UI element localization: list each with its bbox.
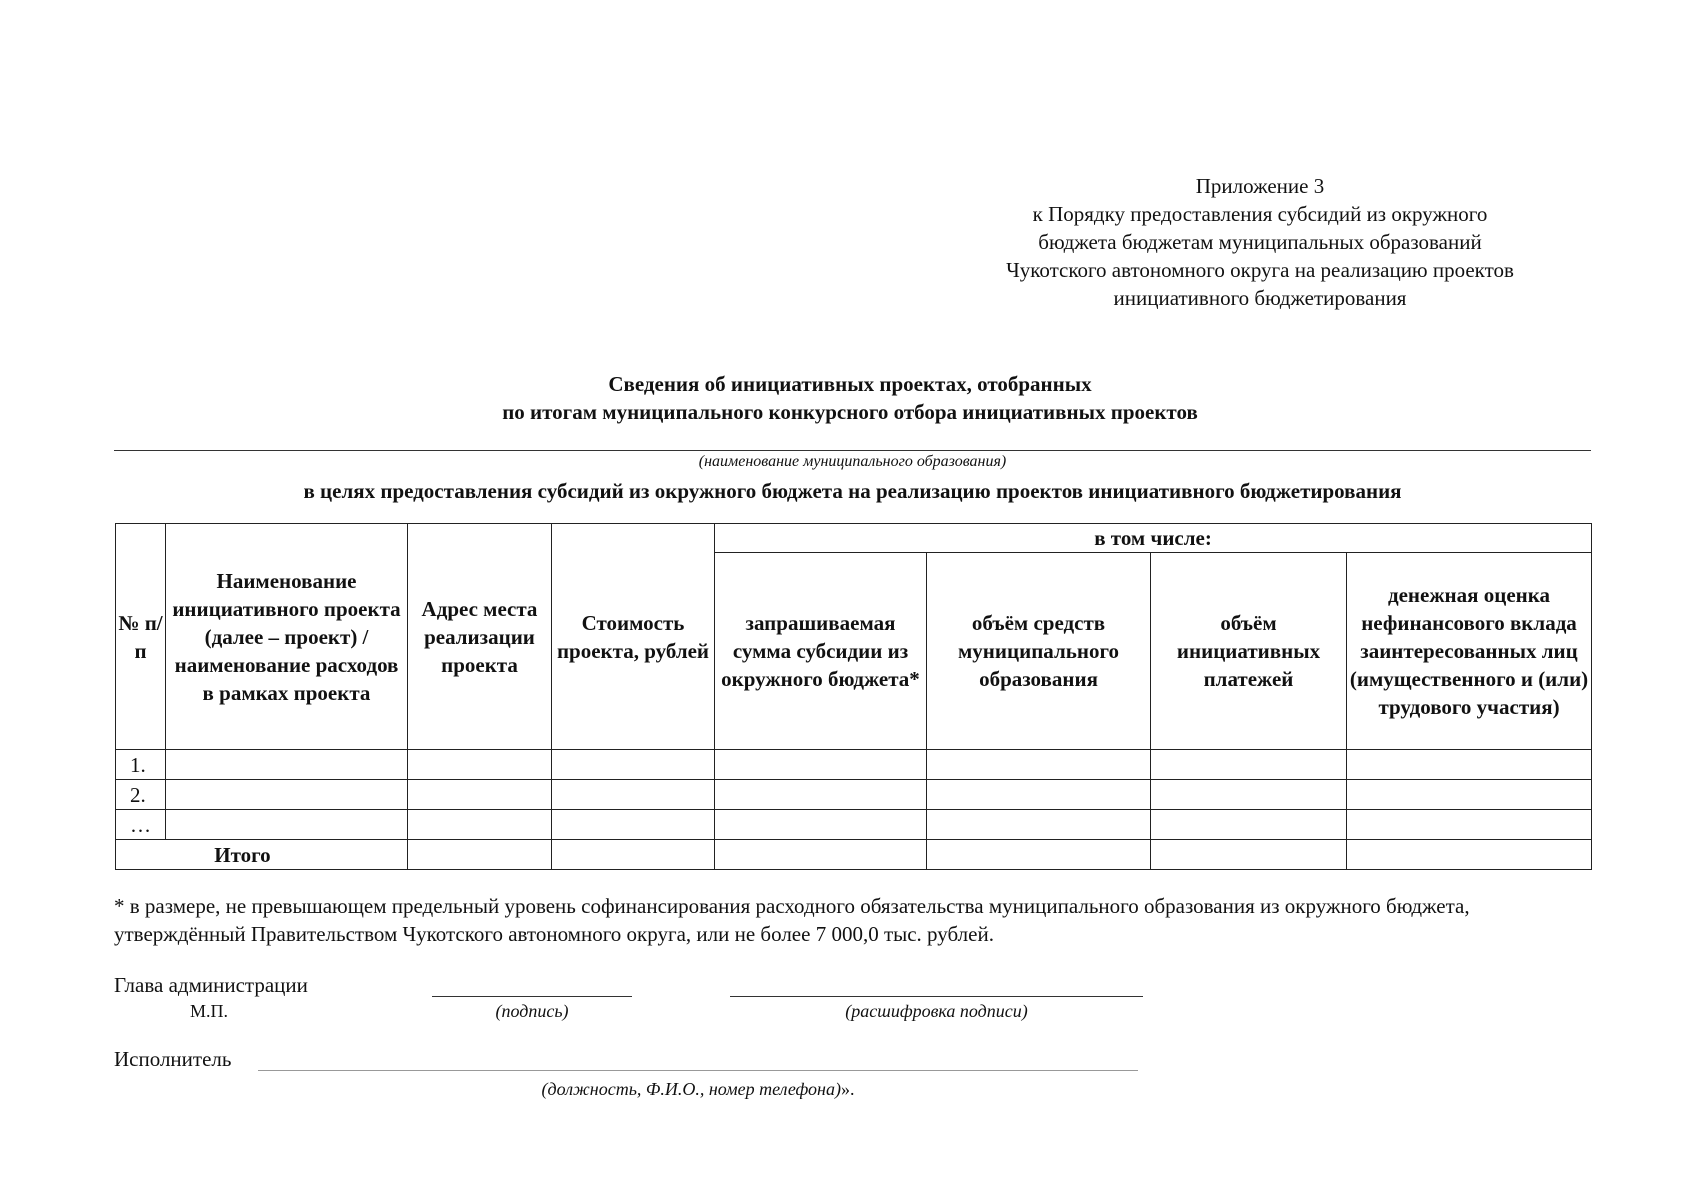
cell-project-name[interactable] bbox=[166, 810, 408, 840]
cell-cost[interactable] bbox=[552, 780, 715, 810]
cell-initiative-payments[interactable] bbox=[1151, 810, 1347, 840]
cell-municipal-funds[interactable] bbox=[927, 750, 1151, 780]
executor-label: Исполнитель bbox=[114, 1047, 232, 1071]
executor-caption-block bbox=[258, 1077, 1138, 1101]
row-number: … bbox=[116, 810, 166, 840]
document-title bbox=[300, 370, 1400, 426]
total-label: Итого bbox=[116, 840, 408, 870]
cell-address[interactable] bbox=[408, 780, 552, 810]
cell-initiative-payments[interactable] bbox=[1151, 780, 1347, 810]
cell-subsidy[interactable] bbox=[715, 810, 927, 840]
stamp-label: М.П. bbox=[190, 1001, 229, 1021]
title-line-2: по итогам муниципального конкурсного отбора инициативных проектов bbox=[502, 400, 1198, 424]
head-of-administration-label: Глава администрации bbox=[114, 973, 308, 997]
header-subsidy: запрашиваемая сумма субсидии из окружного бюджета* bbox=[715, 553, 927, 750]
cell-municipal-funds[interactable] bbox=[927, 810, 1151, 840]
cell-subsidy[interactable] bbox=[715, 780, 927, 810]
row-number: 2. bbox=[116, 780, 166, 810]
executor-caption: (должность, Ф.И.О., номер телефона) bbox=[541, 1079, 841, 1099]
header-including: в том числе: bbox=[715, 524, 1592, 553]
appendix-line: бюджета бюджетам муниципальных образований bbox=[1038, 230, 1482, 254]
total-initiative-payments[interactable] bbox=[1151, 840, 1347, 870]
total-row bbox=[116, 840, 1592, 870]
row-number: 1. bbox=[116, 750, 166, 780]
total-non-financial[interactable] bbox=[1347, 840, 1592, 870]
signature-decode-line[interactable] bbox=[730, 996, 1143, 997]
signature-line[interactable] bbox=[432, 996, 632, 997]
header-cost: Стоимость проекта, рублей bbox=[552, 524, 715, 750]
appendix-line: Чукотского автономного округа на реализацию проектов bbox=[1006, 258, 1514, 282]
cell-non-financial[interactable] bbox=[1347, 780, 1592, 810]
appendix-header bbox=[940, 172, 1580, 312]
total-address[interactable] bbox=[408, 840, 552, 870]
municipality-fill-line[interactable] bbox=[114, 450, 1591, 451]
total-municipal-funds[interactable] bbox=[927, 840, 1151, 870]
cell-project-name[interactable] bbox=[166, 780, 408, 810]
appendix-line: к Порядку предоставления субсидий из окружного bbox=[1032, 202, 1488, 226]
executor-caption-suffix: ». bbox=[840, 1079, 855, 1099]
executor-line[interactable] bbox=[258, 1070, 1138, 1071]
header-initiative-payments: объём инициативных платежей bbox=[1151, 553, 1347, 750]
table-row bbox=[116, 810, 1592, 840]
signature-caption: (подпись) bbox=[495, 1001, 569, 1021]
cell-initiative-payments[interactable] bbox=[1151, 750, 1347, 780]
header-row-top bbox=[116, 524, 1592, 553]
purpose-heading: в целях предоставления субсидий из окружного бюджета на реализацию проектов инициативного бюджетирования bbox=[303, 479, 1402, 503]
cell-address[interactable] bbox=[408, 750, 552, 780]
signature-decode-caption: (расшифровка подписи) bbox=[845, 1001, 1028, 1021]
table-row bbox=[116, 780, 1592, 810]
cell-municipal-funds[interactable] bbox=[927, 780, 1151, 810]
cell-project-name[interactable] bbox=[166, 750, 408, 780]
total-subsidy[interactable] bbox=[715, 840, 927, 870]
header-num: № п/п bbox=[116, 524, 166, 750]
cell-subsidy[interactable] bbox=[715, 750, 927, 780]
municipality-caption: (наименование муниципального образования) bbox=[698, 453, 1007, 470]
header-project-name: Наименование инициативного проекта (далее – проект) / наименование расходов в рамках проекта bbox=[166, 524, 408, 750]
cell-cost[interactable] bbox=[552, 810, 715, 840]
header-address: Адрес места реализации проекта bbox=[408, 524, 552, 750]
projects-table bbox=[115, 523, 1592, 870]
appendix-line: Приложение 3 bbox=[1195, 174, 1325, 198]
header-non-financial: денежная оценка нефинансового вклада заинтересованных лиц (имущественного и (или) трудового участия) bbox=[1347, 553, 1592, 750]
total-cost[interactable] bbox=[552, 840, 715, 870]
title-line-1: Сведения об инициативных проектах, отобранных bbox=[608, 372, 1092, 396]
header-municipal-funds: объём средств муниципального образования bbox=[927, 553, 1151, 750]
cell-non-financial[interactable] bbox=[1347, 750, 1592, 780]
cell-address[interactable] bbox=[408, 810, 552, 840]
footnote: * в размере, не превышающем предельный уровень софинансирования расходного обязательства муниципального образования из окружного бюджета, утверждённый Правительством Чукотского автономного округа, или не более 7 000,0 тыс. рублей. bbox=[114, 894, 1470, 946]
table-row bbox=[116, 750, 1592, 780]
cell-non-financial[interactable] bbox=[1347, 810, 1592, 840]
cell-cost[interactable] bbox=[552, 750, 715, 780]
appendix-line: инициативного бюджетирования bbox=[1113, 286, 1407, 310]
